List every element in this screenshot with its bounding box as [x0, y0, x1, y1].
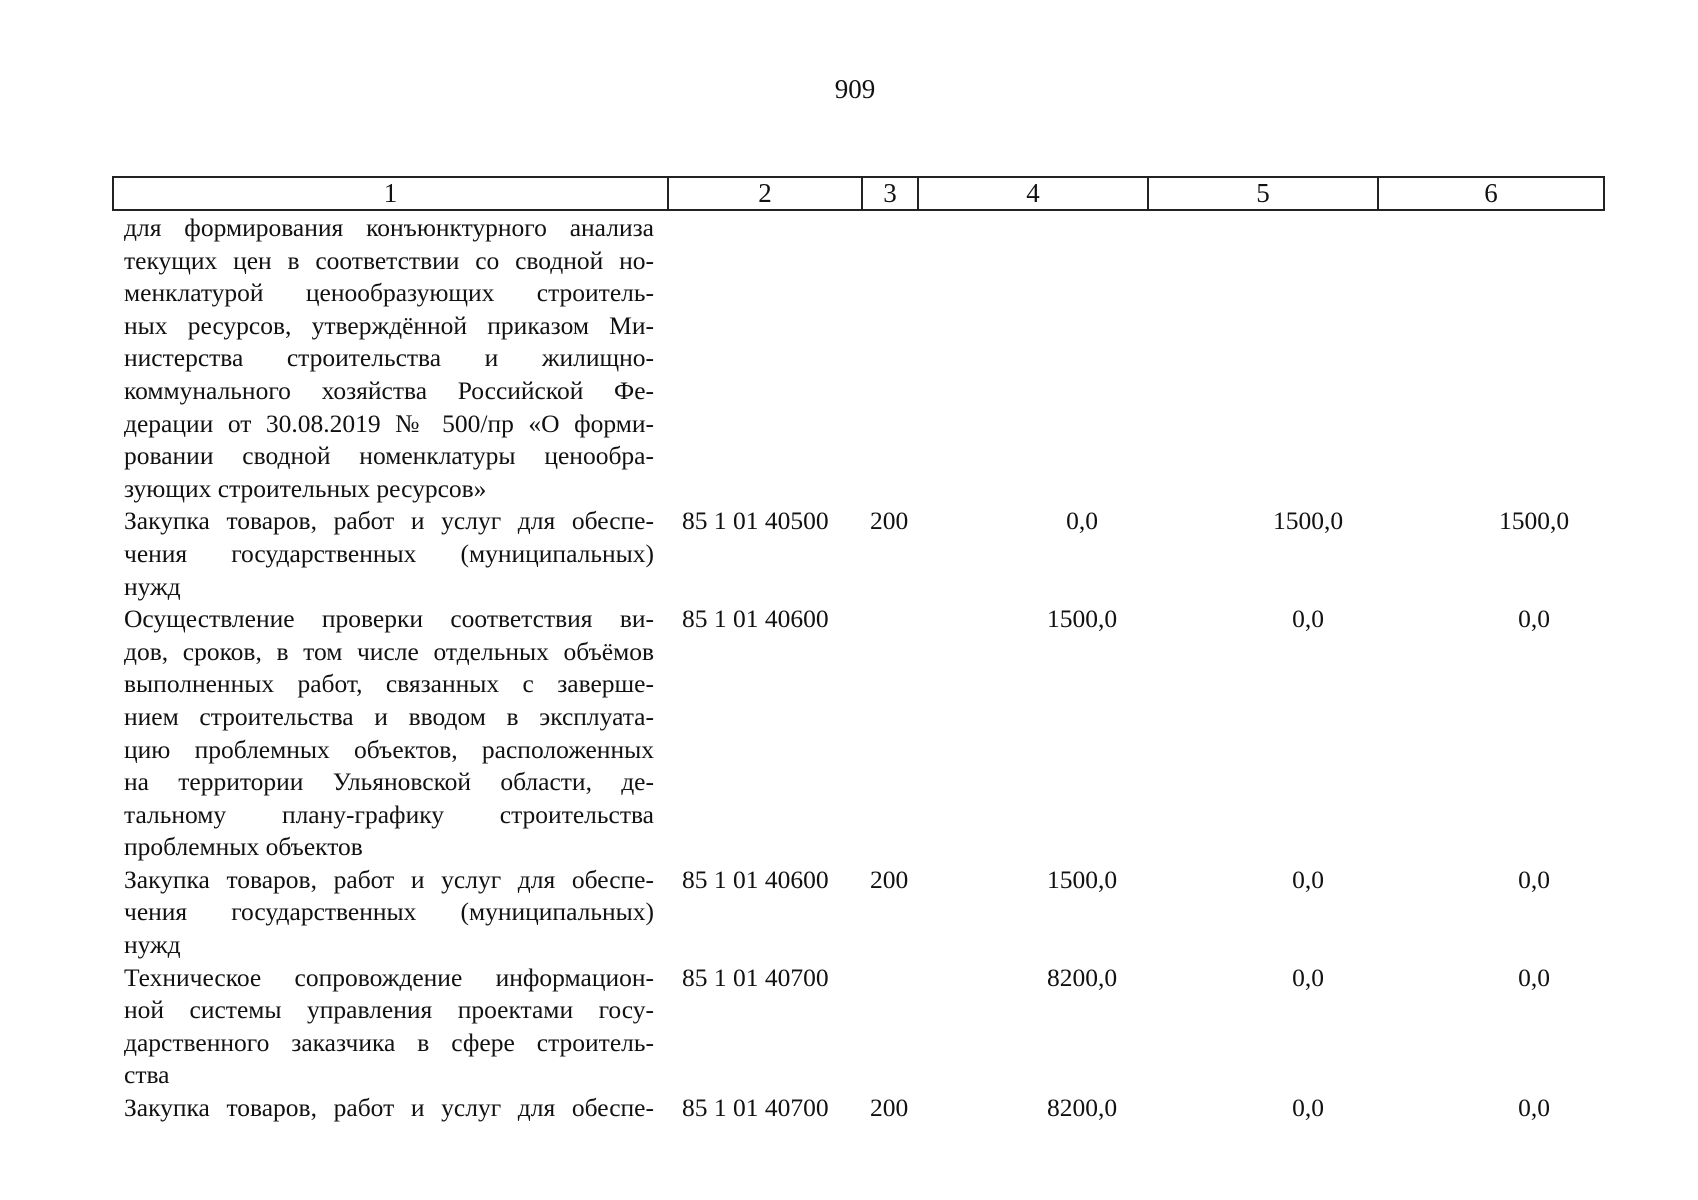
- description-line: проблемных объектов: [124, 832, 363, 862]
- description-line: менклатурой ценообразующих строитель-: [124, 278, 654, 308]
- description-line: зующих строительных ресурсов»: [124, 473, 487, 503]
- budget-table-body: [124, 212, 1604, 1125]
- description-line: ных ресурсов, утверждённой приказом Ми-: [124, 310, 654, 340]
- row-expense-type: 200: [870, 1093, 909, 1123]
- header-col-6: 6: [1378, 177, 1604, 210]
- header-col-4: 4: [918, 177, 1148, 210]
- description-line: нием строительства и вводом в эксплуата-: [124, 701, 654, 731]
- row-value-4: 8200,0: [1046, 962, 1118, 992]
- page-number: 909: [834, 74, 876, 104]
- description-line: нужд: [124, 571, 181, 601]
- row-value-4: 0,0: [1066, 506, 1098, 536]
- row-value-6: 1500,0: [1498, 506, 1570, 536]
- row-description: [124, 962, 654, 1092]
- row-value-5: 0,0: [1292, 1093, 1324, 1123]
- description-line: на территории Ульяновской области, де-: [124, 767, 654, 797]
- description-line: коммунального хозяйства Российской Фе-: [124, 375, 654, 405]
- description-line: нужд: [124, 930, 181, 960]
- row-expense-type: 200: [870, 506, 909, 536]
- table-row: [124, 603, 1604, 864]
- header-row: [113, 177, 1604, 210]
- row-code: 85 1 01 40700: [682, 962, 829, 992]
- row-description: [124, 864, 654, 962]
- description-line: дерации от 30.08.2019 № 500/пр «О форми-: [124, 408, 654, 438]
- description-line: Техническое сопровождение информацион-: [124, 962, 654, 992]
- description-line: текущих цен в соответствии со сводной но-: [124, 245, 654, 275]
- description-line: чения государственных (муниципальных): [124, 897, 654, 927]
- description-line: ства: [124, 1060, 170, 1090]
- description-line: ровании сводной номенклатуры ценообра-: [124, 441, 654, 471]
- header-col-5: 5: [1148, 177, 1378, 210]
- row-value-6: 0,0: [1518, 604, 1550, 634]
- row-value-5: 0,0: [1292, 864, 1324, 894]
- row-value-4: 8200,0: [1046, 1093, 1118, 1123]
- row-value-4: 1500,0: [1046, 604, 1118, 634]
- row-code: 85 1 01 40600: [682, 864, 829, 894]
- row-value-5: 0,0: [1292, 604, 1324, 634]
- row-description: [124, 1092, 654, 1125]
- table-row: [124, 1092, 1604, 1125]
- table-row: [124, 864, 1604, 962]
- row-description: [124, 505, 654, 603]
- row-description: [124, 603, 654, 864]
- description-line: для формирования конъюнктурного анализа: [124, 213, 654, 242]
- description-line: чения государственных (муниципальных): [124, 538, 654, 568]
- header-col-3: 3: [862, 177, 918, 210]
- row-value-6: 0,0: [1518, 864, 1550, 894]
- row-value-4: 1500,0: [1046, 864, 1118, 894]
- description-line: тальному плану-графику строительства: [124, 799, 654, 829]
- description-line: Закупка товаров, работ и услуг для обеспе-: [124, 864, 654, 894]
- row-code: 85 1 01 40600: [682, 604, 829, 634]
- description-line: нистерства строительства и жилищно-: [124, 343, 654, 373]
- description-line: Закупка товаров, работ и услуг для обеспе-: [124, 506, 654, 536]
- column-number-header: [112, 176, 1605, 211]
- table-row: [124, 212, 1604, 505]
- row-expense-type: 200: [870, 864, 909, 894]
- description-line: выполненных работ, связанных с заверше-: [124, 669, 654, 699]
- description-line: Осуществление проверки соответствия ви-: [124, 604, 654, 634]
- description-line: дов, сроков, в том числе отдельных объёмов: [124, 636, 654, 666]
- row-description: [124, 212, 654, 505]
- description-line: цию проблемных объектов, расположенных: [124, 734, 654, 764]
- table-row: [124, 962, 1604, 1092]
- header-col-2: 2: [668, 177, 862, 210]
- row-value-5: 1500,0: [1272, 506, 1344, 536]
- row-code: 85 1 01 40500: [682, 506, 829, 536]
- header-col-1: 1: [113, 177, 668, 210]
- description-line: ной системы управления проектами госу-: [124, 995, 654, 1025]
- row-value-6: 0,0: [1518, 962, 1550, 992]
- row-value-5: 0,0: [1292, 962, 1324, 992]
- table-row: [124, 505, 1604, 603]
- row-code: 85 1 01 40700: [682, 1093, 829, 1123]
- row-value-6: 0,0: [1518, 1093, 1550, 1123]
- description-line: дарственного заказчика в сфере строитель-: [124, 1027, 654, 1057]
- description-line: Закупка товаров, работ и услуг для обеспе-: [124, 1093, 654, 1123]
